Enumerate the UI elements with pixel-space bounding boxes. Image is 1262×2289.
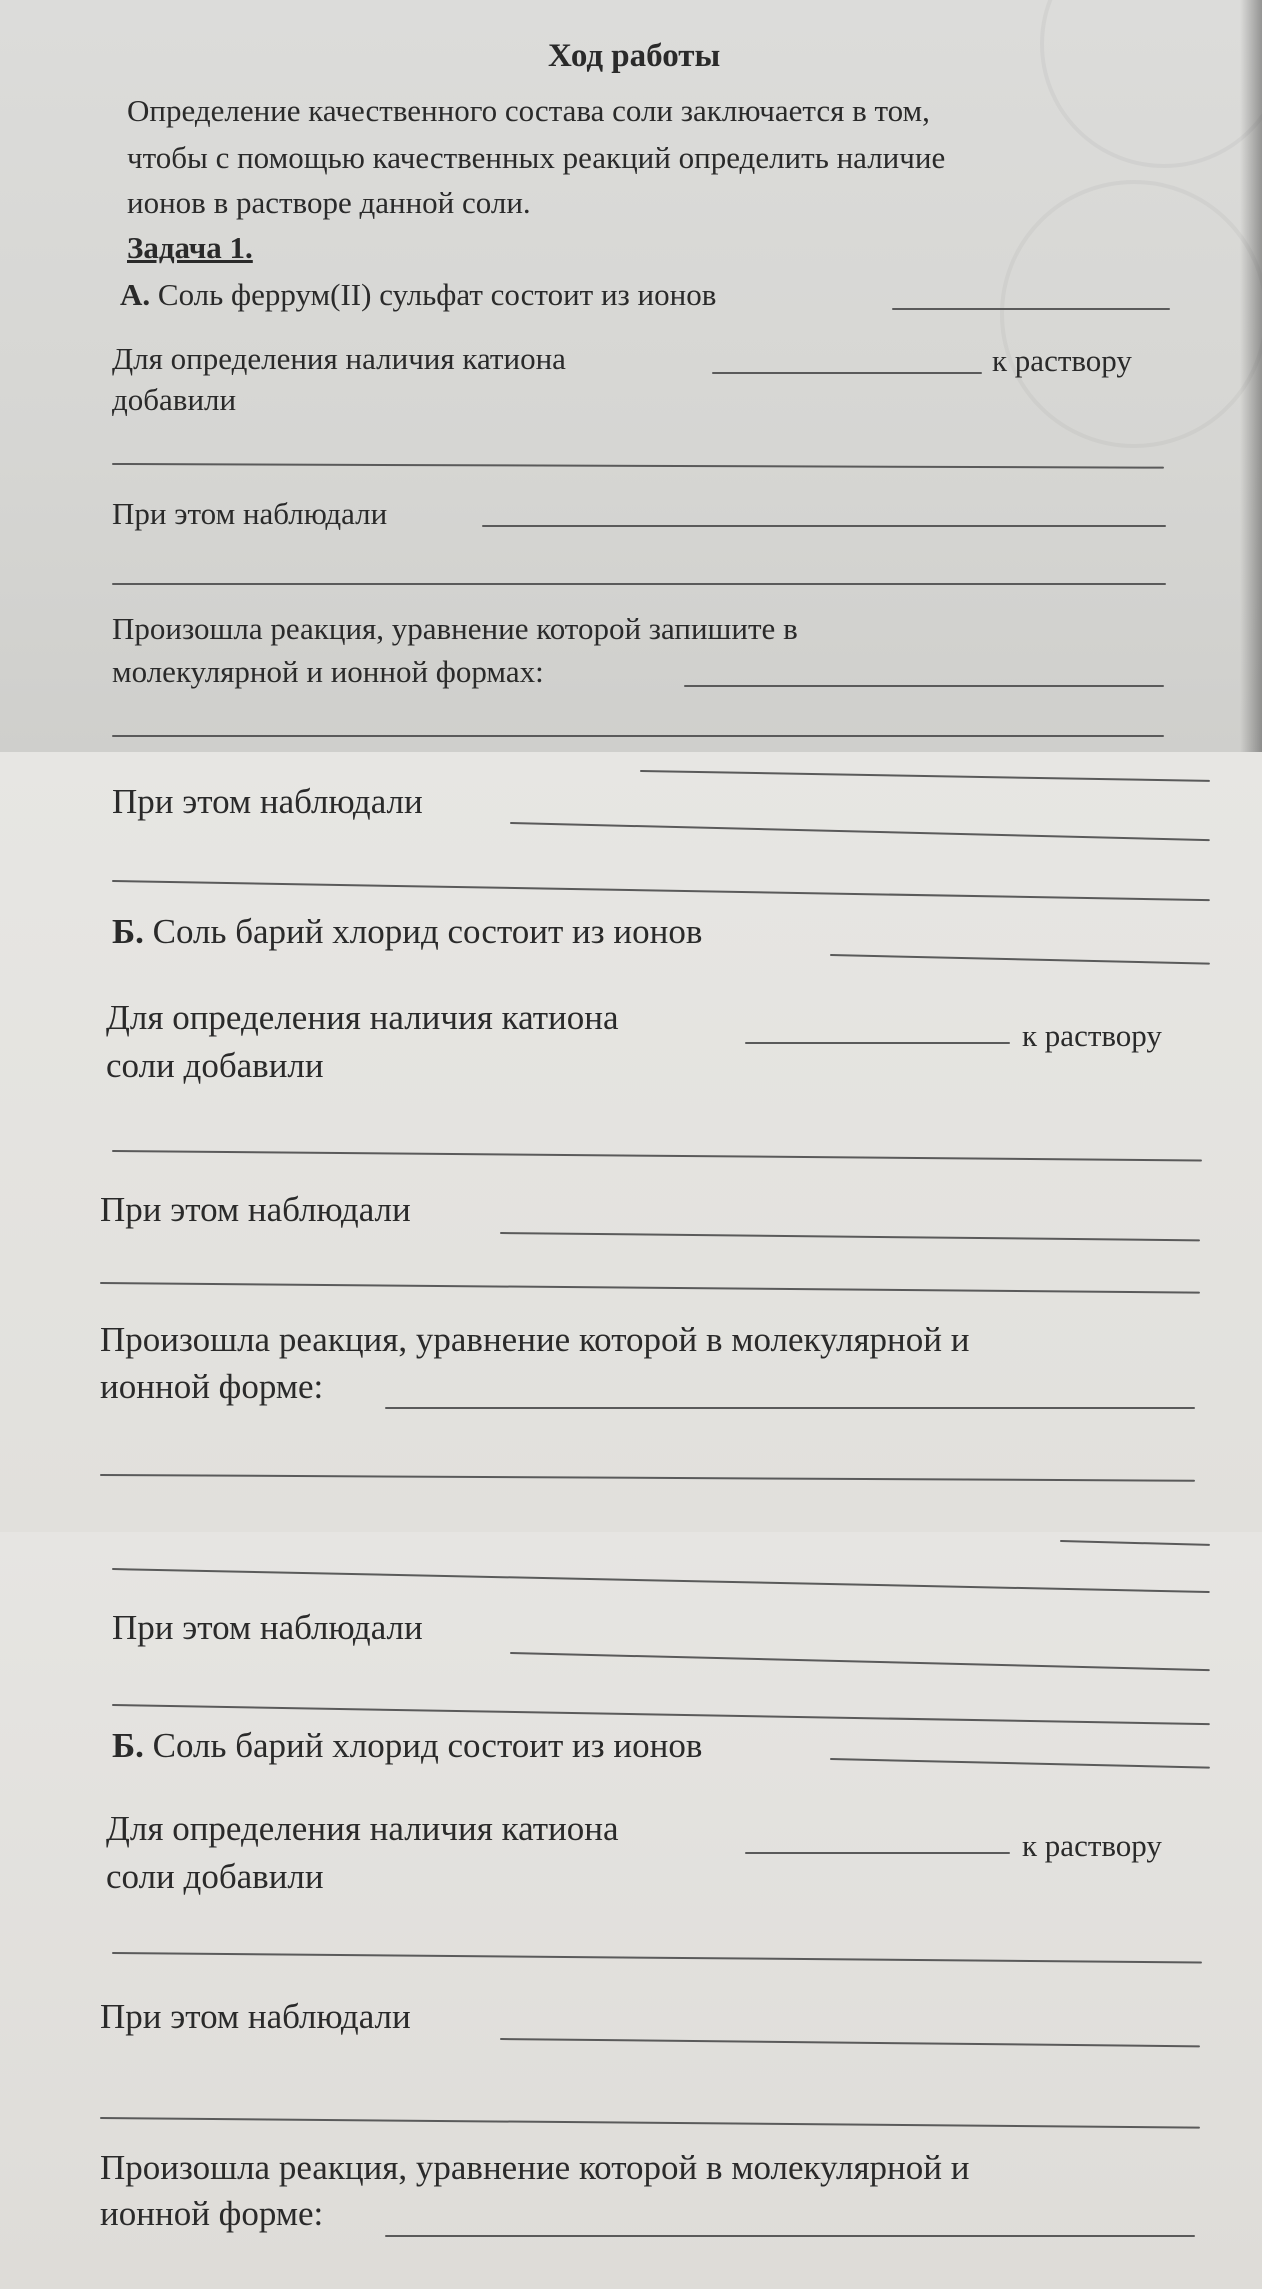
answer-line[interactable] bbox=[500, 1232, 1200, 1241]
composition-text: Соль барий хлорид состоит из ионов bbox=[152, 912, 703, 951]
watermark-circle bbox=[1000, 180, 1262, 448]
reaction-line: ионной форме: bbox=[100, 2194, 324, 2233]
answer-line[interactable] bbox=[112, 880, 1210, 901]
answer-line[interactable] bbox=[482, 525, 1166, 527]
answer-line[interactable] bbox=[510, 1652, 1210, 1671]
part-letter: Б. bbox=[112, 1726, 144, 1765]
observed-label: При этом наблюдали bbox=[112, 782, 423, 821]
answer-line[interactable] bbox=[385, 2235, 1195, 2237]
composition-text: Соль барий хлорид состоит из ионов bbox=[152, 1726, 703, 1765]
answer-line[interactable] bbox=[830, 1758, 1210, 1769]
observed-label: При этом наблюдали bbox=[100, 1997, 411, 2036]
worksheet-fragment-1 bbox=[0, 0, 1262, 752]
cation-suffix: к раствору bbox=[992, 343, 1132, 378]
cation-prefix: Для определения наличия катиона bbox=[112, 341, 566, 376]
watermark-circle bbox=[1040, 0, 1262, 168]
answer-line[interactable] bbox=[100, 2117, 1200, 2129]
page-edge-shadow bbox=[1240, 0, 1262, 752]
answer-line[interactable] bbox=[1060, 1540, 1210, 1546]
cation-prefix: Для определения наличия катиона bbox=[106, 1809, 619, 1848]
answer-line[interactable] bbox=[830, 954, 1210, 965]
answer-line[interactable] bbox=[745, 1852, 1010, 1854]
answer-line[interactable] bbox=[112, 1704, 1210, 1725]
answer-line[interactable] bbox=[892, 308, 1170, 310]
reaction-line: Произошла реакция, уравнение которой в молекулярной и bbox=[100, 1320, 970, 1359]
cation-line2: добавили bbox=[112, 382, 237, 417]
observed-label: При этом наблюдали bbox=[112, 496, 388, 531]
answer-line[interactable] bbox=[100, 1282, 1200, 1294]
reaction-line: Произошла реакция, уравнение которой запишите в bbox=[112, 611, 798, 646]
answer-line[interactable] bbox=[112, 1568, 1210, 1593]
part-a-composition bbox=[120, 279, 716, 310]
observed-label: При этом наблюдали bbox=[112, 1608, 423, 1647]
answer-line[interactable] bbox=[112, 1150, 1202, 1162]
worksheet-fragment-2 bbox=[0, 752, 1262, 1532]
answer-line[interactable] bbox=[112, 583, 1166, 585]
intro-line: чтобы с помощью качественных реакций определить наличие bbox=[127, 140, 946, 175]
task-title: Задача 1. bbox=[127, 230, 253, 265]
cation-line2: соли добавили bbox=[106, 1046, 324, 1085]
answer-line[interactable] bbox=[112, 1952, 1202, 1964]
answer-line[interactable] bbox=[640, 770, 1210, 782]
part-b-composition bbox=[112, 1728, 702, 1763]
worksheet-fragment-3 bbox=[0, 1532, 1262, 2289]
answer-line[interactable] bbox=[500, 2038, 1200, 2047]
part-letter: А. bbox=[120, 277, 151, 312]
heading: Ход работы bbox=[548, 38, 721, 74]
reaction-line: молекулярной и ионной формах: bbox=[112, 654, 544, 689]
cation-prefix: Для определения наличия катиона bbox=[106, 998, 619, 1037]
answer-line[interactable] bbox=[100, 1474, 1195, 1482]
answer-line[interactable] bbox=[684, 685, 1164, 687]
composition-text: Соль феррум(II) сульфат состоит из ионов bbox=[157, 277, 717, 312]
part-letter: Б. bbox=[112, 912, 144, 951]
reaction-line: ионной форме: bbox=[100, 1367, 324, 1406]
answer-line[interactable] bbox=[385, 1407, 1195, 1409]
intro-line: ионов в растворе данной соли. bbox=[127, 185, 531, 220]
intro-line: Определение качественного состава соли заключается в том, bbox=[127, 93, 930, 128]
answer-line[interactable] bbox=[745, 1042, 1010, 1044]
observed-label: При этом наблюдали bbox=[100, 1190, 411, 1229]
answer-line[interactable] bbox=[112, 463, 1164, 469]
reaction-line: Произошла реакция, уравнение которой в молекулярной и bbox=[100, 2148, 970, 2187]
answer-line[interactable] bbox=[712, 372, 982, 374]
answer-line[interactable] bbox=[510, 822, 1210, 841]
part-b-composition bbox=[112, 914, 702, 949]
cation-suffix: к раствору bbox=[1022, 1018, 1162, 1053]
cation-line2: соли добавили bbox=[106, 1857, 324, 1896]
cation-suffix: к раствору bbox=[1022, 1828, 1162, 1863]
answer-line[interactable] bbox=[112, 735, 1164, 737]
